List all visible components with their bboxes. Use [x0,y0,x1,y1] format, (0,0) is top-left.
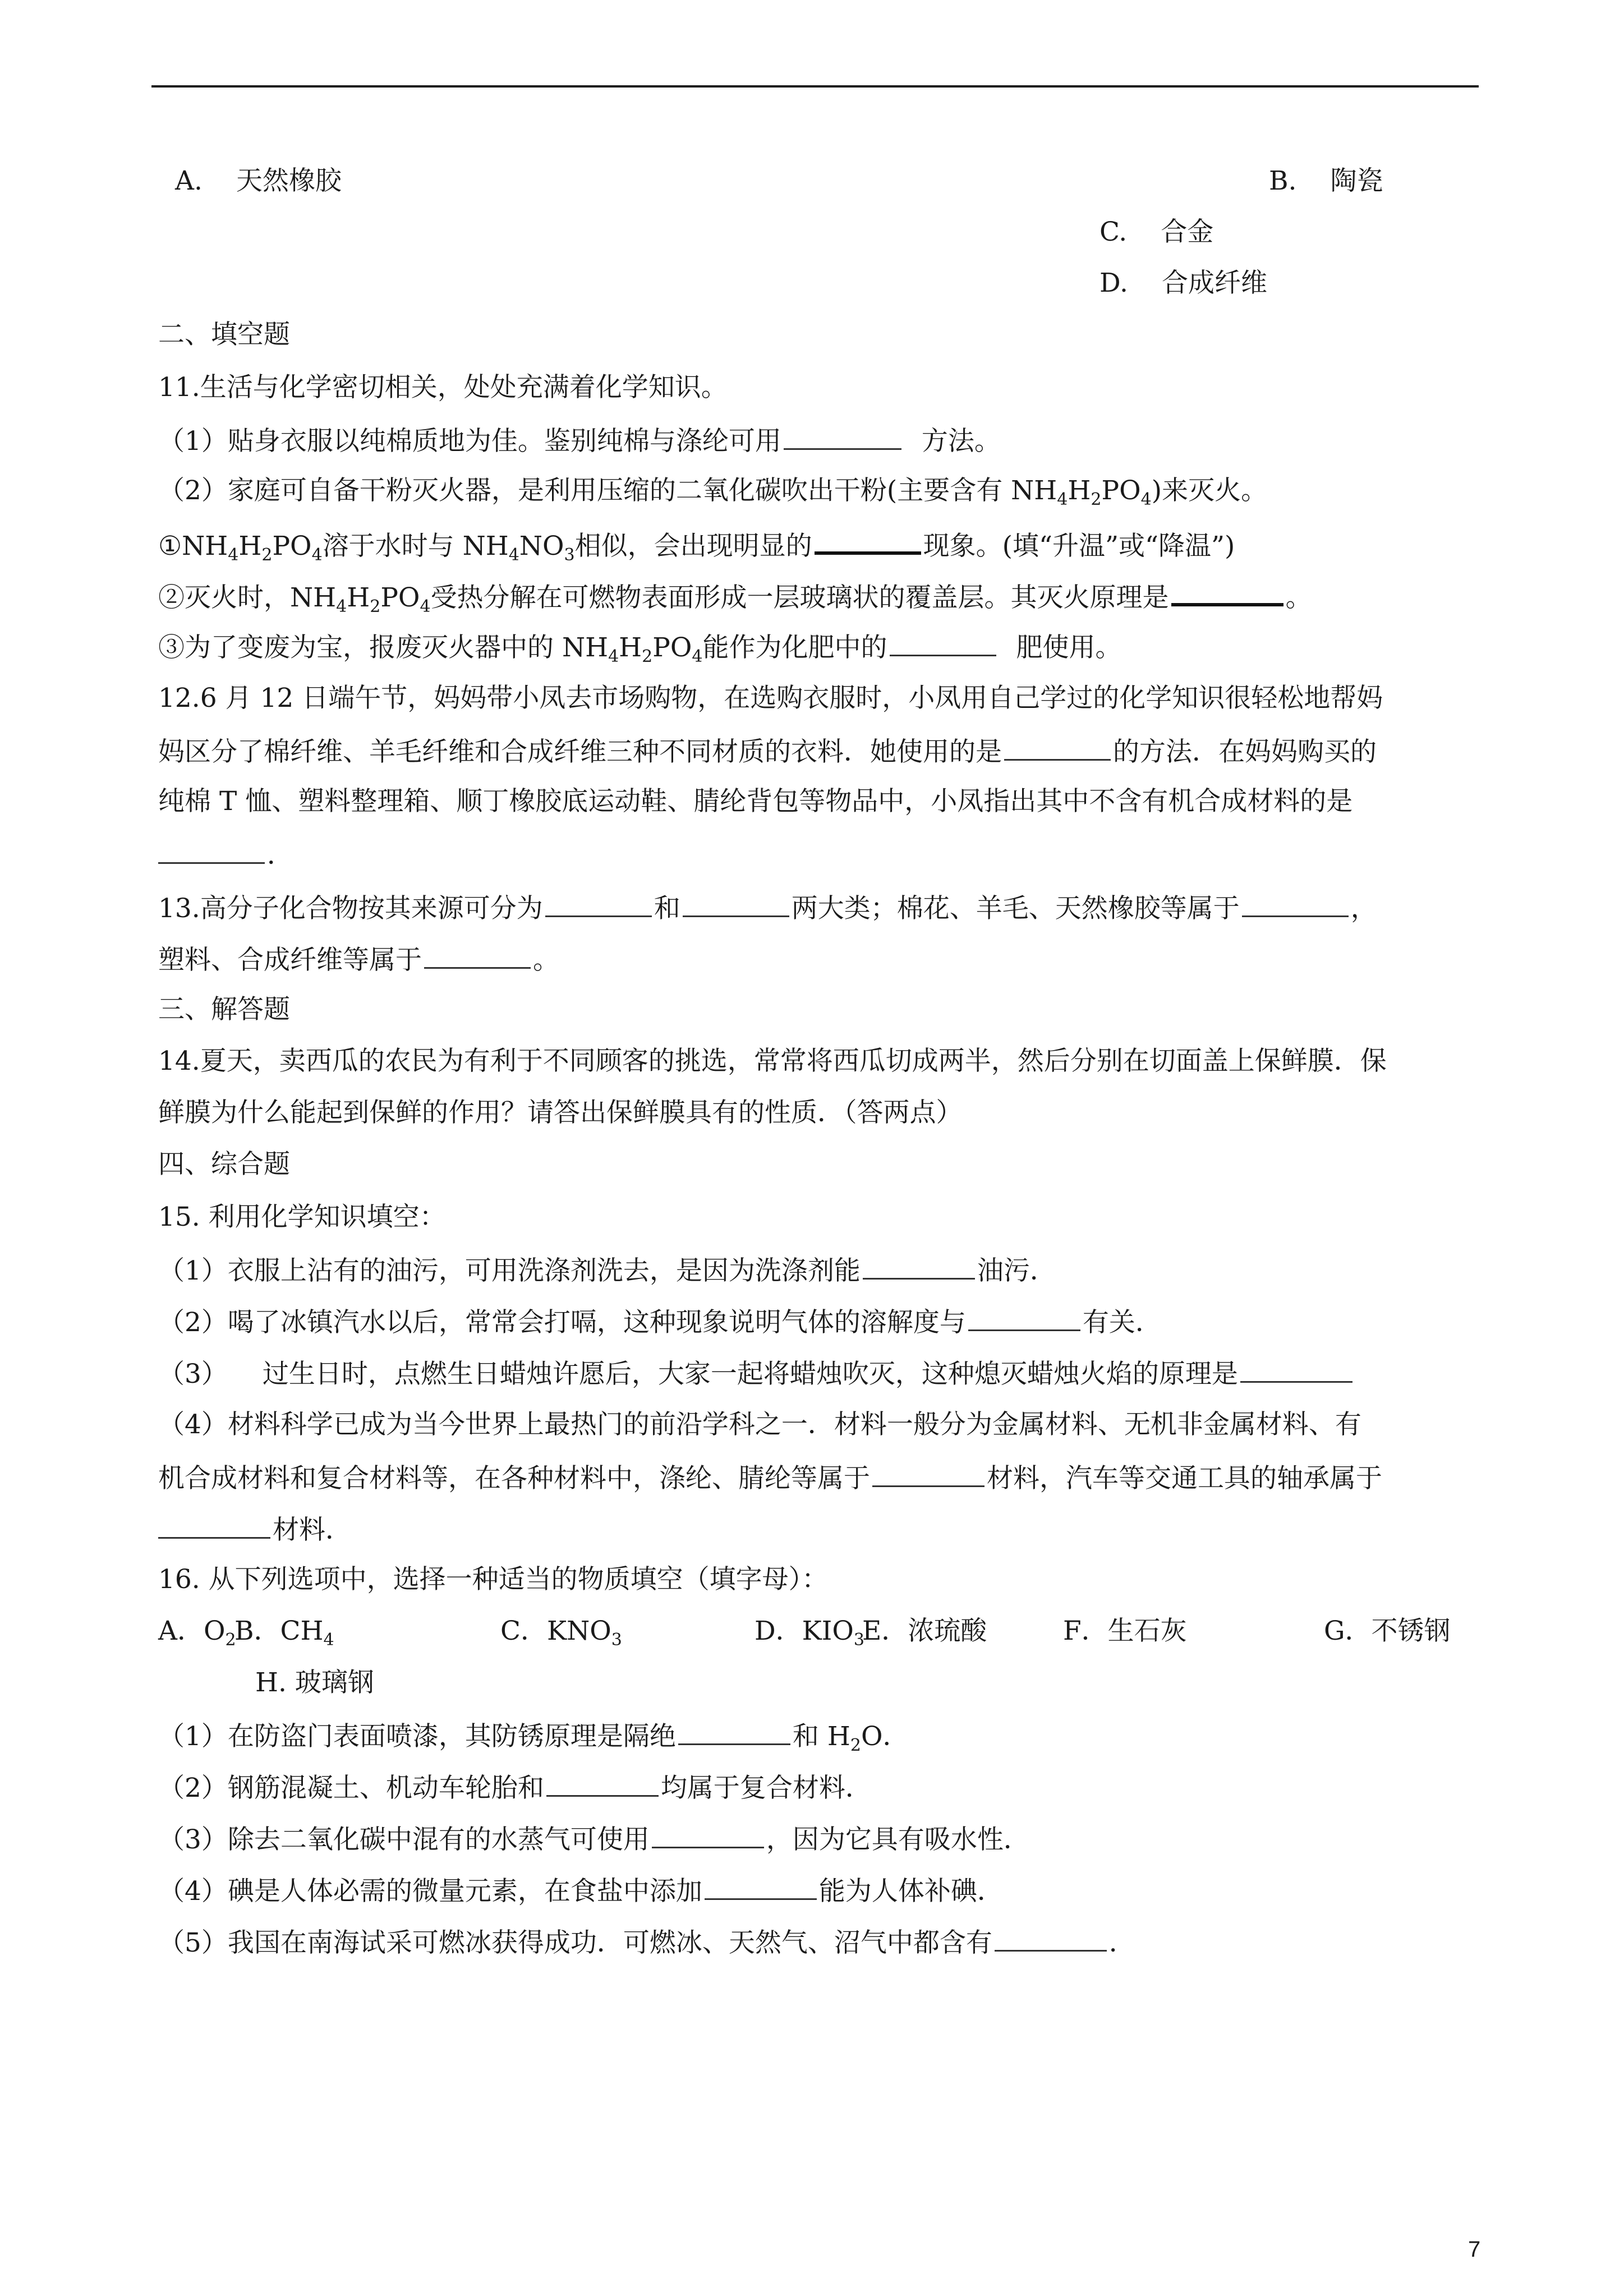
section-heading-fill-in: 二、填空题 [158,319,290,350]
answer-blank[interactable] [546,1769,659,1797]
q16-option-b: B．$CH_4$ [234,1616,334,1650]
q15-part4-line3: 材料． [158,1511,352,1547]
q16-option-a: A．$O_2$ [158,1616,236,1650]
answer-blank[interactable] [968,1304,1080,1331]
answer-blank[interactable] [872,1460,984,1487]
q11-part1: （1）贴身衣服以纯棉质地为佳。鉴别纯棉与涤纶可用 方法。 [158,422,1001,458]
option-c [1099,215,1213,249]
answer-blank[interactable] [1240,1355,1352,1383]
answer-blank[interactable] [1242,890,1349,917]
q14-line2: 鲜膜为什么能起到保鲜的作用？请答出保鲜膜具有的性质．（答两点） [158,1097,963,1128]
q16-option-f: F．生石灰 [1063,1616,1187,1646]
q15-part1: （1）衣服上沾有的油污，可用洗涤剂洗去，是因为洗涤剂能 油污． [158,1252,1056,1288]
option-a-text: 天然橡胶 [236,165,342,196]
answer-blank[interactable] [890,629,996,656]
page-number: 7 [1468,2237,1481,2262]
answer-blank[interactable] [158,1511,270,1539]
answer-blank[interactable] [863,1252,975,1280]
q15-part3: （3） 过生日时，点燃生日蜡烛许愿后，大家一起将蜡烛吹灭，这种熄灭蜡烛火焰的原理是 [158,1355,1355,1391]
q16-option-h: H. 玻璃钢 [255,1667,374,1698]
q16-part1: （1）在防盗门表面喷漆，其防锈原理是隔绝 和 $H_2O$． [158,1718,909,1754]
q15-stem: 15. 利用化学知识填空： [158,1202,446,1232]
option-b-text: 陶瓷 [1330,165,1383,196]
answer-blank[interactable] [1004,733,1111,761]
option-d-label: D. [1099,268,1128,298]
q16-stem: 16. 从下列选项中，选择一种适当的物质填空（填字母）： [158,1564,829,1595]
answer-blank[interactable] [815,526,921,555]
option-d-text: 合成纤维 [1161,268,1267,298]
answer-blank[interactable] [678,1718,790,1745]
option-c-label: C. [1099,217,1128,247]
q16-option-g: G．不锈钢 [1324,1616,1451,1646]
option-a-label: A. [175,165,203,196]
answer-blank[interactable] [705,1872,817,1900]
q12-line4: ． [158,836,293,872]
section-heading-answer: 三、解答题 [158,994,290,1025]
header-rule [151,85,1479,88]
option-b [1269,164,1383,198]
q13-line1: 13.高分子化合物按其来源可分为 和 两大类；棉花、羊毛、天然橡胶等属于 ， [158,890,1377,926]
answer-blank[interactable] [995,1924,1107,1952]
q11-sub1: $①NH_4H_2PO_4$溶于水时与 $NH_4NO_3$相似，会出现明显的 现象。(填“升温”或“降温”) [158,526,1235,563]
q11-part2: （2）家庭可自备干粉灭火器，是利用压缩的二氧化碳吹出干粉(主要含有 $NH_4H_2PO_4$)来灭火。 [158,475,1268,509]
q12-line2: 妈区分了棉纤维、羊毛纤维和合成纤维三种不同材质的衣料．她使用的是 的方法．在妈妈购买的 [158,733,1377,769]
option-c-text: 合金 [1161,217,1214,247]
q16-part3: （3）除去二氧化碳中混有的水蒸气可使用 ，因为它具有吸水性． [158,1821,1030,1857]
answer-blank[interactable] [158,836,265,864]
q16-part4: （4）碘是人体必需的微量元素，在食盐中添加 能为人体补碘． [158,1872,1004,1908]
q14-line1: 14.夏天，卖西瓜的农民为有利于不同顾客的挑选，常常将西瓜切成两半，然后分别在切面盖上保鲜膜．保 [158,1046,1387,1076]
answer-blank[interactable] [683,890,789,917]
option-b-label: B. [1269,165,1297,196]
answer-blank[interactable] [1171,577,1283,606]
q16-option-c: C．$KNO_3$ [500,1616,622,1650]
option-a [175,164,342,198]
q13-line2: 塑料、合成纤维等属于 。 [158,941,559,977]
q15-part2: （2）喝了冰镇汽水以后，常常会打嗝，这种现象说明气体的溶解度与 有关． [158,1304,1162,1340]
q16-option-d: D．$KIO_3$ [755,1616,864,1650]
answer-blank[interactable] [424,941,531,969]
q11-sub2: ②灭火时，$NH_4H_2PO_4$受热分解在可燃物表面形成一层玻璃状的覆盖层。其灭火原理是 。 [158,577,1312,615]
q11-stem: 11.生活与化学密切相关，处处充满着化学知识。 [158,372,728,403]
q16-option-e: E．浓琉酸 [862,1616,987,1646]
q12-line1: 12.6 月 12 日端午节，妈妈带小凤去市场购物，在选购衣服时，小凤用自己学过的化学知识很轻松地帮妈 [158,683,1383,714]
option-d [1099,266,1267,300]
section-heading-comprehensive: 四、综合题 [158,1149,290,1180]
q15-part4-line2: 机合成材料和复合材料等，在各种材料中，涤纶、腈纶等属于 材料，汽车等交通工具的轴承属于 [158,1460,1382,1496]
answer-blank[interactable] [652,1821,764,1848]
answer-blank[interactable] [784,422,901,450]
q12-line3: 纯棉 T 恤、塑料整理箱、顺丁橡胶底运动鞋、腈纶背包等物品中，小凤指出其中不含有机合成材料的是 [158,786,1353,817]
q16-part5: （5）我国在南海试采可燃冰获得成功．可燃冰、天然气、沼气中都含有 ． [158,1924,1135,1960]
q15-part4-line1: （4）材料科学已成为当今世界上最热门的前沿学科之一．材料一般分为金属材料、无机非金属材料、有 [158,1409,1361,1440]
answer-blank[interactable] [545,890,652,917]
q11-sub3: ③为了变废为宝，报废灭火器中的 $NH_4H_2PO_4$能作为化肥中的 肥使用。 [158,629,1122,665]
q16-part2: （2）钢筋混凝土、机动车轮胎和 均属于复合材料． [158,1769,872,1805]
